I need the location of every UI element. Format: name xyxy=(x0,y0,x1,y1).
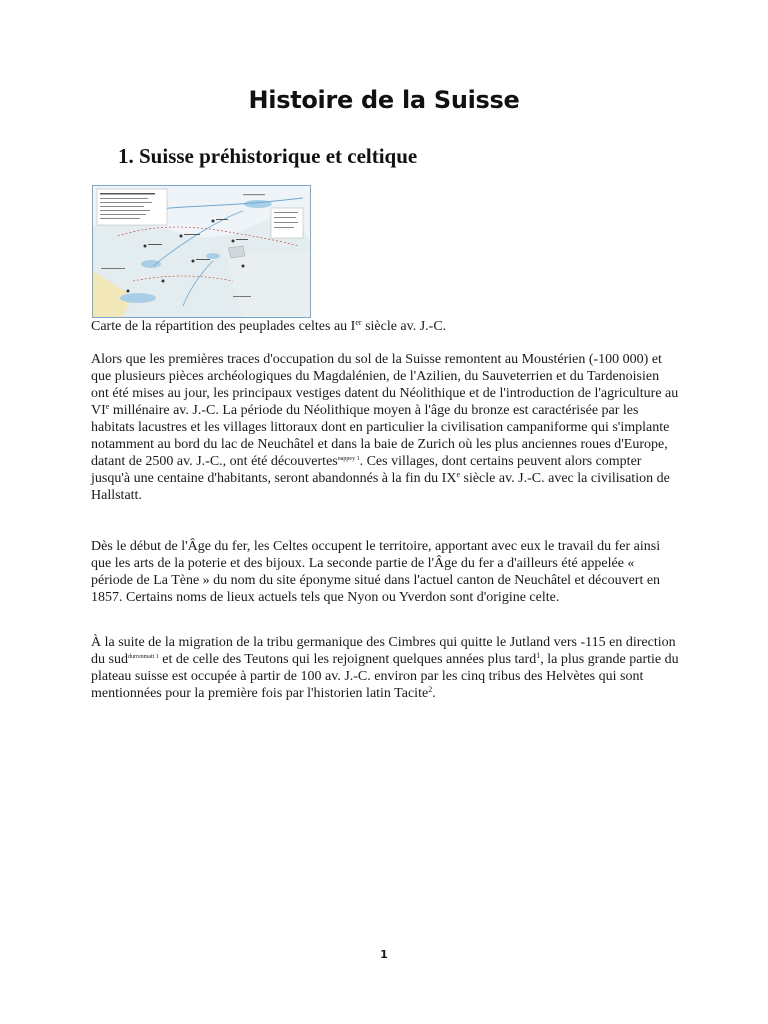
paragraph-text: siècle av. J.-C. avec la civilisation de Hallstatt. xyxy=(91,471,670,503)
paragraph-helvetii xyxy=(91,634,679,702)
map-image xyxy=(93,186,310,317)
section-number: 1. xyxy=(118,144,134,168)
paragraph-text: Alors que les premières traces d'occupation du sol de la Suisse remontent au Moustérien (-100 000) et que plusieurs pièces archéologiques du Magdalénien, de l'Azilien, du Sauveterrien et du Tardenoisien ont été mises au jour, les principaux vestiges datent du Néolithique et de l'introduction de l'agriculture au VI xyxy=(91,352,679,418)
section-heading xyxy=(118,144,417,169)
section-heading-text: Suisse préhistorique et celtique xyxy=(139,144,418,168)
footnote-reference[interactable]: 1 xyxy=(536,651,541,660)
paragraph-neolithic xyxy=(91,351,679,504)
caption-superscript: er xyxy=(355,318,362,327)
paragraph-text: . Ces villages, dont certains peuvent alors compter jusqu'à une centaine d'habitants, seront abandonnés à la fin du IX xyxy=(91,454,642,486)
map-caption xyxy=(91,318,446,335)
paragraph-text: et de celle des Teutons qui les rejoignent quelques années plus tard xyxy=(158,652,537,667)
paragraph-text: À la suite de la migration de la tribu germanique des Cimbres qui quitte le Jutland vers -115 en direction du sud xyxy=(91,635,676,667)
lake-neuchatel xyxy=(141,260,161,268)
caption-text-end: siècle av. J.-C. xyxy=(361,319,447,334)
ordinal-superscript: e xyxy=(456,470,460,479)
footnote-reference[interactable]: nappey 1 xyxy=(337,456,360,462)
ordinal-superscript: e xyxy=(105,402,110,411)
paragraph-text: , la plus grande partie du plateau suisse est occupée à partir de 100 av. J.-C. environ par les cinq tribus des Helvètes qui sont mentionnées pour la première fois par l'historien latin Tacite xyxy=(91,652,679,701)
paragraph-text: millénaire av. J.-C. La période du Néolithique moyen à l'âge du bronze est caractérisée par les habitats lacustres et les villages littoraux dont en particulier la civilisation campaniforme qui s'implante notamment au bord du lac de Neuchâtel et dans la baie de Zurich où les plus anciennes roues d'Europe, datant de 2500 av. J.-C., ont été découvertes xyxy=(91,403,670,469)
paragraph-iron-age: Dès le début de l'Âge du fer, les Celtes occupent le territoire, apportant avec eux le travail du fer ainsi que les arts de la poterie et des bijoux. La seconde partie de l'Âge du fer a d'ailleurs été appelée « période de La Tène » du nom du site éponyme situé dans l'actuel canton de Neuchâtel et découvert en 1857. Certains noms de lieux actuels tels que Nyon ou Yverdon sont d'origine celte. xyxy=(91,539,661,605)
page-number: 1 xyxy=(380,948,388,961)
celtic-tribes-map xyxy=(92,185,311,318)
paragraph-text: . xyxy=(432,686,436,701)
lake-geneva xyxy=(120,293,156,303)
page-title: Histoire de la Suisse xyxy=(248,86,520,114)
footnote-reference[interactable]: durrenmatt 1 xyxy=(127,654,159,660)
lake-constance xyxy=(244,200,272,208)
caption-text: Carte de la répartition des peuplades celtes au I xyxy=(91,319,356,334)
footnote-reference[interactable]: 2 xyxy=(428,685,433,694)
